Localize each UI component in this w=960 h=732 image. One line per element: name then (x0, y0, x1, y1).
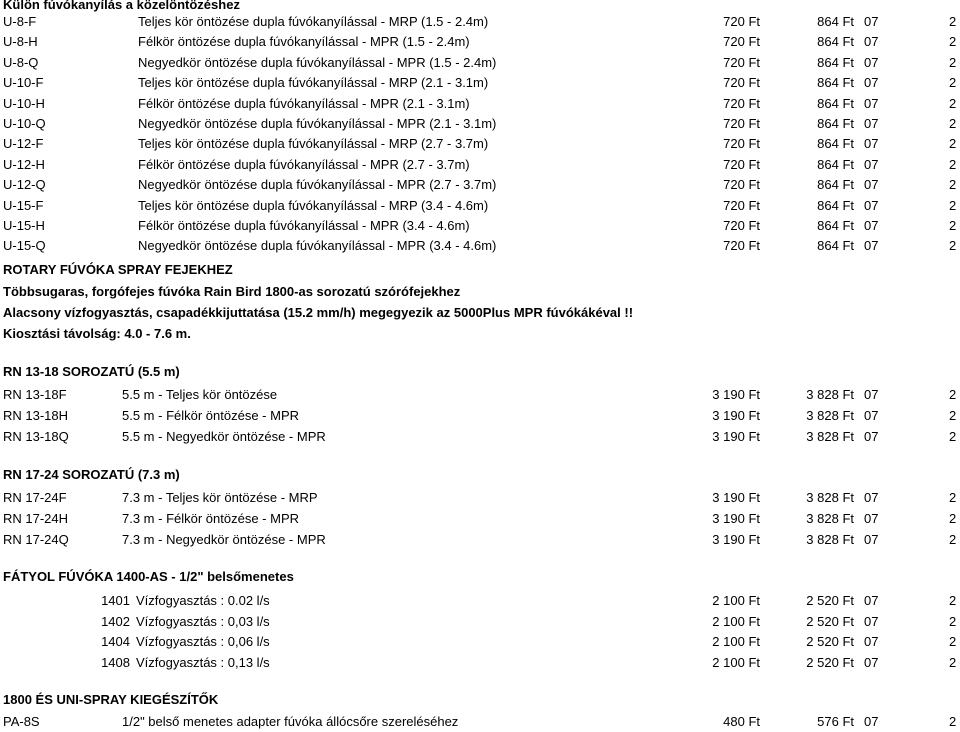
table-row (0, 236, 960, 256)
table-row (0, 155, 960, 175)
item-description: 5.5 m - Negyedkör öntözése - MPR (122, 429, 326, 444)
table-row (0, 591, 960, 611)
gross-price: 2 520 Ft (806, 593, 854, 608)
kieg-heading: 1800 ÉS UNI-SPRAY KIEGÉSZÍTŐK (3, 692, 219, 707)
table-row (0, 73, 960, 93)
table-row (0, 530, 960, 550)
gross-price: 864 Ft (817, 156, 854, 172)
gross-price: 864 Ft (817, 218, 854, 233)
net-price: 2 100 Ft (712, 613, 760, 629)
net-price: 720 Ft (723, 156, 760, 172)
item-code: RN 13-18F (3, 387, 67, 402)
gross-price: 2 520 Ft (806, 634, 854, 649)
table-row (0, 632, 960, 652)
table-row (0, 53, 960, 73)
group-code: 2 (949, 654, 957, 670)
table-row (0, 216, 960, 236)
vat-code: 07 (864, 95, 879, 111)
item-code: U-8-Q (3, 54, 39, 70)
group-code: 2 (949, 34, 957, 50)
vat-code: 07 (864, 177, 879, 193)
gross-price: 864 Ft (817, 238, 854, 254)
item-code: RN 17-24F (3, 490, 67, 505)
item-code: RN 17-24H (3, 511, 69, 526)
vat-code: 07 (864, 634, 879, 649)
group-code: 2 (949, 490, 957, 505)
item-description: Vízfogyasztás : 0,13 l/s (136, 654, 270, 670)
vat-code: 07 (864, 197, 879, 213)
table-row (0, 653, 960, 673)
table-row (0, 712, 960, 732)
item-number: 1408 (101, 654, 130, 670)
item-code: U-15-H (3, 218, 45, 233)
gross-price: 3 828 Ft (806, 532, 854, 547)
item-code: U-8-F (3, 14, 37, 29)
gross-price: 3 828 Ft (806, 429, 854, 444)
item-description: Teljes kör öntözése dupla fúvókanyílással - MRP (3.4 - 4.6m) (138, 197, 489, 213)
gross-price: 3 828 Ft (806, 387, 854, 402)
net-price: 720 Ft (723, 75, 760, 91)
net-price: 3 190 Ft (712, 387, 760, 402)
item-code: U-10-H (3, 95, 45, 111)
gross-price: 3 828 Ft (806, 408, 854, 423)
gross-price: 864 Ft (817, 95, 854, 111)
gross-price: 3 828 Ft (806, 490, 854, 505)
item-description: Félkör öntözése dupla fúvókanyílással - MPR (3.4 - 4.6m) (138, 218, 470, 233)
item-number: 1402 (101, 613, 130, 629)
item-code: RN 17-24Q (3, 532, 69, 547)
group-code: 2 (949, 75, 957, 91)
item-code: RN 13-18H (3, 408, 69, 423)
rn1318-heading: RN 13-18 SOROZATÚ (5.5 m) (3, 364, 180, 379)
item-description: 7.3 m - Félkör öntözése - MPR (122, 511, 299, 526)
rn1724-heading: RN 17-24 SOROZATÚ (7.3 m) (3, 467, 180, 482)
table-row (0, 427, 960, 447)
item-description: Félkör öntözése dupla fúvókanyílással - MPR (2.7 - 3.7m) (138, 156, 470, 172)
rotary-line-1: Többsugaras, forgófejes fúvóka Rain Bird 1800-as sorozatú szórófejekhez (3, 284, 461, 299)
vat-code: 07 (864, 511, 879, 526)
item-code: PA-8S (3, 714, 40, 729)
vat-code: 07 (864, 429, 879, 444)
group-code: 2 (949, 177, 957, 193)
group-code: 2 (949, 218, 957, 233)
vat-code: 07 (864, 387, 879, 402)
item-description: Vízfogyasztás : 0.02 l/s (136, 593, 270, 608)
gross-price: 864 Ft (817, 34, 854, 50)
vat-code: 07 (864, 532, 879, 547)
item-description: Félkör öntözése dupla fúvókanyílással - MPR (1.5 - 2.4m) (138, 34, 470, 50)
rotary-line-3: Kiosztási távolság: 4.0 - 7.6 m. (3, 326, 191, 341)
gross-price: 864 Ft (817, 54, 854, 70)
item-description: 5.5 m - Félkör öntözése - MPR (122, 408, 299, 423)
gross-price: 576 Ft (817, 714, 854, 729)
vat-code: 07 (864, 54, 879, 70)
table-row (0, 114, 960, 134)
net-price: 720 Ft (723, 54, 760, 70)
vat-code: 07 (864, 75, 879, 91)
item-code: U-15-Q (3, 238, 46, 254)
rotary-heading: ROTARY FÚVÓKA SPRAY FEJEKHEZ (3, 262, 233, 277)
group-code: 2 (949, 387, 957, 402)
net-price: 2 100 Ft (712, 654, 760, 670)
vat-code: 07 (864, 490, 879, 505)
group-code: 2 (949, 156, 957, 172)
table-row (0, 488, 960, 508)
group-code: 2 (949, 511, 957, 526)
gross-price: 3 828 Ft (806, 511, 854, 526)
net-price: 3 190 Ft (712, 490, 760, 505)
item-number: 1401 (101, 593, 130, 608)
item-description: 7.3 m - Teljes kör öntözése - MRP (122, 490, 318, 505)
item-code: U-12-F (3, 136, 44, 152)
table-row (0, 406, 960, 426)
vat-code: 07 (864, 116, 879, 131)
vat-code: 07 (864, 34, 879, 50)
item-number: 1404 (101, 634, 130, 649)
item-description: Teljes kör öntözése dupla fúvókanyílással - MRP (2.1 - 3.1m) (138, 75, 489, 91)
item-description: Negyedkör öntözése dupla fúvókanyílással - MPR (1.5 - 2.4m) (138, 54, 497, 70)
item-description: 7.3 m - Negyedkör öntözése - MPR (122, 532, 326, 547)
table-row (0, 134, 960, 154)
net-price: 720 Ft (723, 177, 760, 193)
group-code: 2 (949, 54, 957, 70)
item-description: Vízfogyasztás : 0,03 l/s (136, 613, 270, 629)
gross-price: 864 Ft (817, 197, 854, 213)
vat-code: 07 (864, 613, 879, 629)
vat-code: 07 (864, 238, 879, 254)
item-description: Félkör öntözése dupla fúvókanyílással - MPR (2.1 - 3.1m) (138, 95, 470, 111)
vat-code: 07 (864, 714, 879, 729)
net-price: 720 Ft (723, 197, 760, 213)
table-row (0, 32, 960, 52)
group-code: 2 (949, 408, 957, 423)
net-price: 3 190 Ft (712, 408, 760, 423)
gross-price: 864 Ft (817, 177, 854, 193)
net-price: 2 100 Ft (712, 593, 760, 608)
rotary-line-2: Alacsony vízfogyasztás, csapadékkijuttatása (15.2 mm/h) megegyezik az 5000Plus MPR fúvókákéval !! (3, 305, 634, 320)
item-code: U-12-H (3, 156, 45, 172)
group-code: 2 (949, 136, 957, 152)
gross-price: 864 Ft (817, 136, 854, 152)
item-code: U-15-F (3, 197, 44, 213)
item-description: Negyedkör öntözése dupla fúvókanyílással - MPR (2.7 - 3.7m) (138, 177, 497, 193)
table-row (0, 196, 960, 216)
item-description: Teljes kör öntözése dupla fúvókanyílással - MRP (1.5 - 2.4m) (138, 14, 489, 29)
gross-price: 2 520 Ft (806, 654, 854, 670)
net-price: 720 Ft (723, 34, 760, 50)
vat-code: 07 (864, 654, 879, 670)
group-code: 2 (949, 14, 957, 29)
item-code: U-12-Q (3, 177, 46, 193)
net-price: 3 190 Ft (712, 429, 760, 444)
fatyol-heading: FÁTYOL FÚVÓKA 1400-AS - 1/2" belsőmenetes (3, 569, 294, 584)
gross-price: 864 Ft (817, 75, 854, 91)
item-description: Negyedkör öntözése dupla fúvókanyílással - MPR (3.4 - 4.6m) (138, 238, 497, 254)
item-code: U-10-F (3, 75, 44, 91)
group-code: 2 (949, 116, 957, 131)
item-description: 1/2" belső menetes adapter fúvóka állócsőre szereléséhez (122, 714, 459, 729)
vat-code: 07 (864, 156, 879, 172)
gross-price: 864 Ft (817, 116, 854, 131)
table-row (0, 385, 960, 405)
table-row (0, 94, 960, 114)
item-code: U-8-H (3, 34, 38, 50)
section-title: Külön fúvókanyílás a közelöntözéshez (3, 0, 240, 12)
vat-code: 07 (864, 14, 879, 29)
vat-code: 07 (864, 218, 879, 233)
table-row (0, 509, 960, 529)
group-code: 2 (949, 95, 957, 111)
net-price: 480 Ft (723, 714, 760, 729)
group-code: 2 (949, 613, 957, 629)
net-price: 720 Ft (723, 136, 760, 152)
group-code: 2 (949, 197, 957, 213)
gross-price: 2 520 Ft (806, 613, 854, 629)
group-code: 2 (949, 429, 957, 444)
table-row (0, 12, 960, 32)
net-price: 720 Ft (723, 95, 760, 111)
net-price: 3 190 Ft (712, 532, 760, 547)
vat-code: 07 (864, 408, 879, 423)
item-code: RN 13-18Q (3, 429, 69, 444)
item-description: 5.5 m - Teljes kör öntözése (122, 387, 278, 402)
group-code: 2 (949, 634, 957, 649)
vat-code: 07 (864, 136, 879, 152)
item-description: Negyedkör öntözése dupla fúvókanyílással - MPR (2.1 - 3.1m) (138, 116, 497, 131)
group-code: 2 (949, 238, 957, 254)
group-code: 2 (949, 593, 957, 608)
vat-code: 07 (864, 593, 879, 608)
net-price: 3 190 Ft (712, 511, 760, 526)
table-row (0, 612, 960, 632)
group-code: 2 (949, 714, 957, 729)
net-price: 2 100 Ft (712, 634, 760, 649)
gross-price: 864 Ft (817, 14, 854, 29)
net-price: 720 Ft (723, 218, 760, 233)
group-code: 2 (949, 532, 957, 547)
net-price: 720 Ft (723, 14, 760, 29)
item-description: Vízfogyasztás : 0,06 l/s (136, 634, 270, 649)
net-price: 720 Ft (723, 116, 760, 131)
item-code: U-10-Q (3, 116, 46, 131)
table-row (0, 175, 960, 195)
net-price: 720 Ft (723, 238, 760, 254)
item-description: Teljes kör öntözése dupla fúvókanyílással - MRP (2.7 - 3.7m) (138, 136, 489, 152)
